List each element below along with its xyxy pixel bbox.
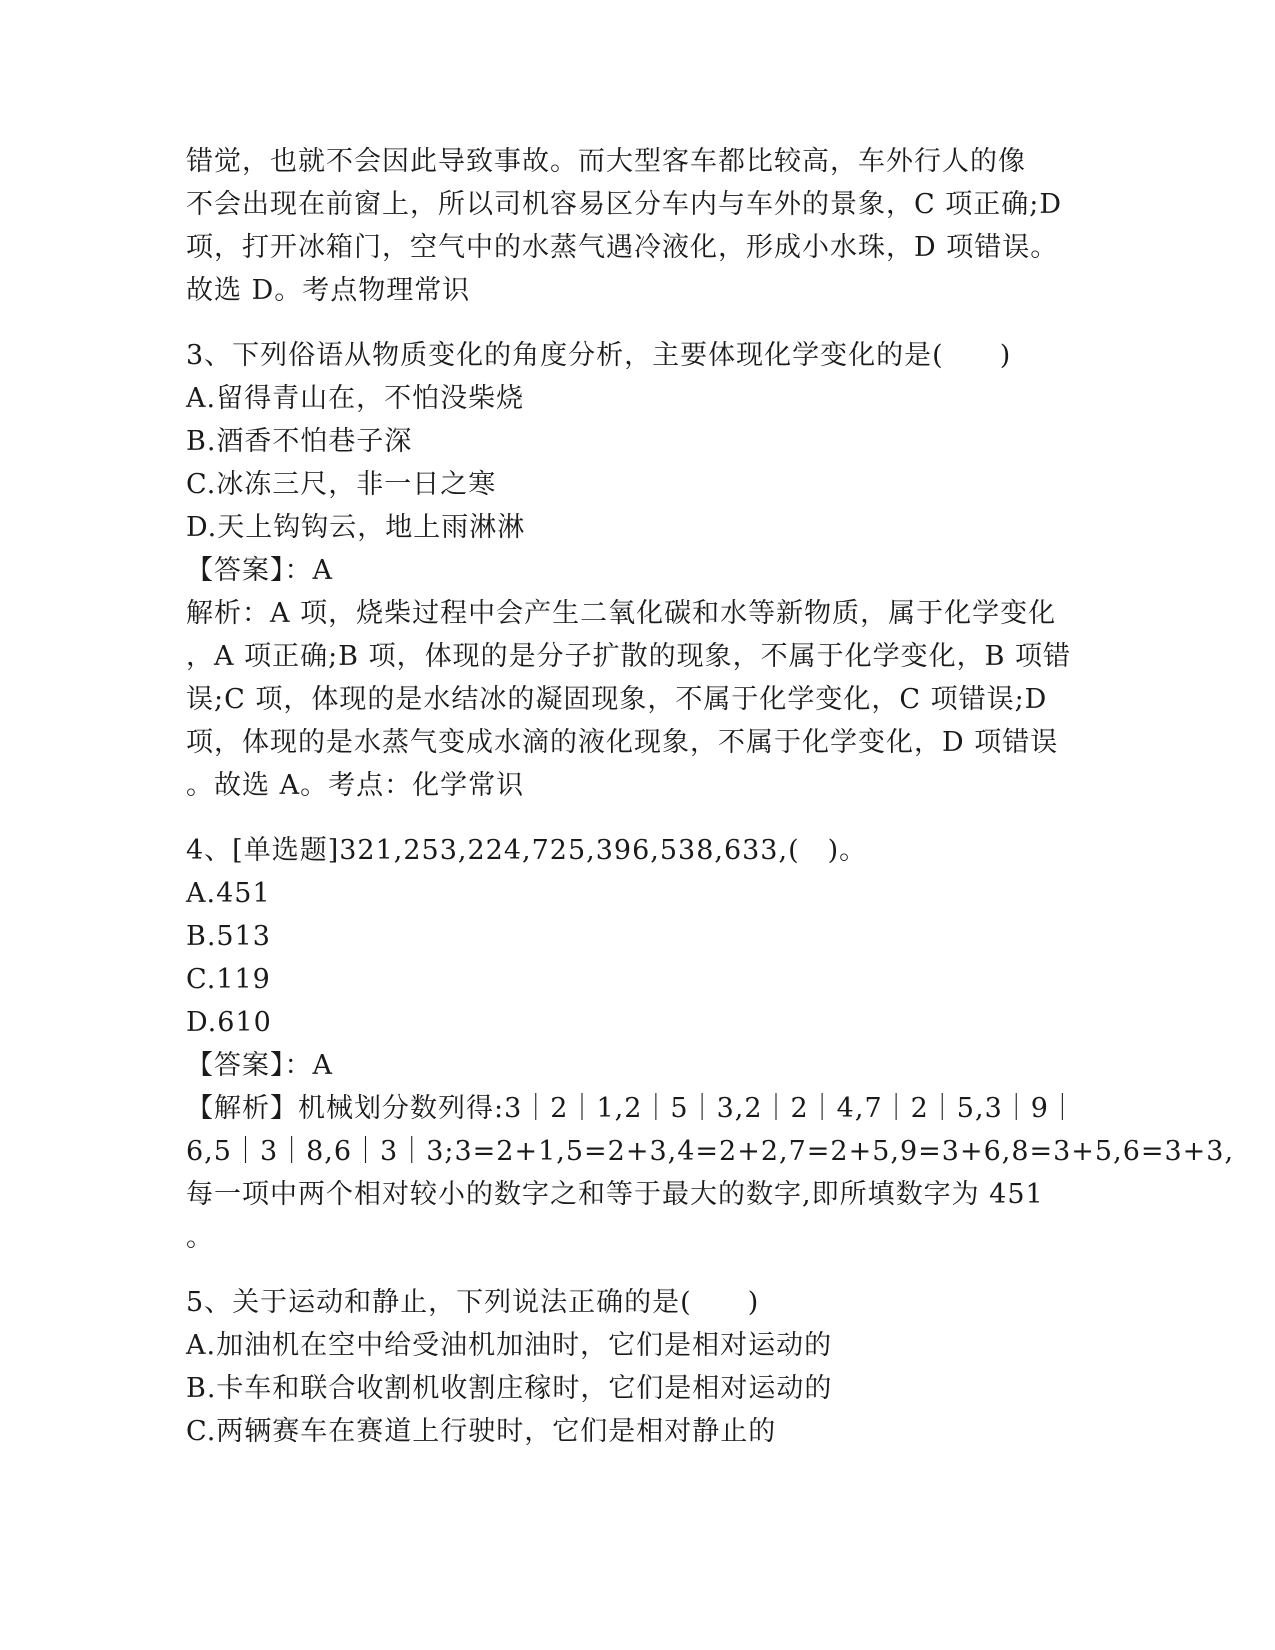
option-b: B.513 xyxy=(186,921,271,952)
option-b: B.卡车和联合收割机收割庄稼时，它们是相对运动的 xyxy=(186,1373,833,1404)
text-line: 故选 D。考点物理常识 xyxy=(186,275,471,306)
text-line: 错觉，也就不会因此导致事故。而大型客车都比较高，车外行人的像 xyxy=(186,146,1026,177)
analysis-line: 6,5｜3｜8,6｜3｜3;3=2+1,5=2+3,4=2+2,7=2+5,9=3+6,8=3+5,6=3+3, xyxy=(186,1136,1235,1167)
analysis-line: 【解析】机械划分数列得:3｜2｜1,2｜5｜3,2｜2｜4,7｜2｜5,3｜9｜ xyxy=(186,1093,1077,1124)
text-line: 不会出现在前窗上，所以司机容易区分车内与车外的景象，C 项正确;D xyxy=(186,189,1062,220)
option-c: C.冰冻三尺，非一日之寒 xyxy=(186,469,497,500)
analysis-line: 。故选 A。考点：化学常识 xyxy=(186,770,525,801)
option-b: B.酒香不怕巷子深 xyxy=(186,426,413,457)
question-stem: 4、[单选题]321,253,224,725,396,538,633,( )。 xyxy=(186,835,868,866)
option-a: A.留得青山在，不怕没柴烧 xyxy=(186,383,525,414)
option-d: D.610 xyxy=(186,1007,272,1038)
document-page xyxy=(186,140,1235,1453)
analysis-line: 每一项中两个相对较小的数字之和等于最大的数字,即所填数字为 451 xyxy=(186,1179,1044,1210)
option-a: A.451 xyxy=(186,878,271,909)
answer: 【答案】：A xyxy=(186,555,333,586)
question-3 xyxy=(186,334,1086,807)
question-stem: 5、关于运动和静止，下列说法正确的是( ) xyxy=(186,1287,760,1318)
analysis-line: 解析：A 项，烧柴过程中会产生二氧化碳和水等新物质，属于化学变化 xyxy=(186,598,1057,629)
text-line: 项，打开冰箱门，空气中的水蒸气遇冷液化，形成小水珠，D 项错误。 xyxy=(186,232,1059,263)
option-d: D.天上钩钩云，地上雨淋淋 xyxy=(186,512,526,543)
option-a: A.加油机在空中给受油机加油时，它们是相对运动的 xyxy=(186,1330,833,1361)
analysis-line: ，A 项正确;B 项，体现的是分子扩散的现象，不属于化学变化，B 项错 xyxy=(186,641,1072,672)
question-4 xyxy=(186,829,1235,1259)
analysis-line: 项，体现的是水蒸气变成水滴的液化现象，不属于化学变化，D 项错误 xyxy=(186,727,1059,758)
question-5 xyxy=(186,1281,1086,1453)
question-stem: 3、下列俗语从物质变化的角度分析，主要体现化学变化的是( ) xyxy=(186,340,1012,371)
option-c: C.两辆赛车在赛道上行驶时，它们是相对静止的 xyxy=(186,1416,777,1447)
answer: 【答案】：A xyxy=(186,1050,333,1081)
intro-paragraph xyxy=(186,140,1086,312)
option-c: C.119 xyxy=(186,964,271,995)
analysis-line: 。 xyxy=(186,1222,214,1253)
analysis-line: 误;C 项，体现的是水结冰的凝固现象，不属于化学变化，C 项错误;D xyxy=(186,684,1048,715)
